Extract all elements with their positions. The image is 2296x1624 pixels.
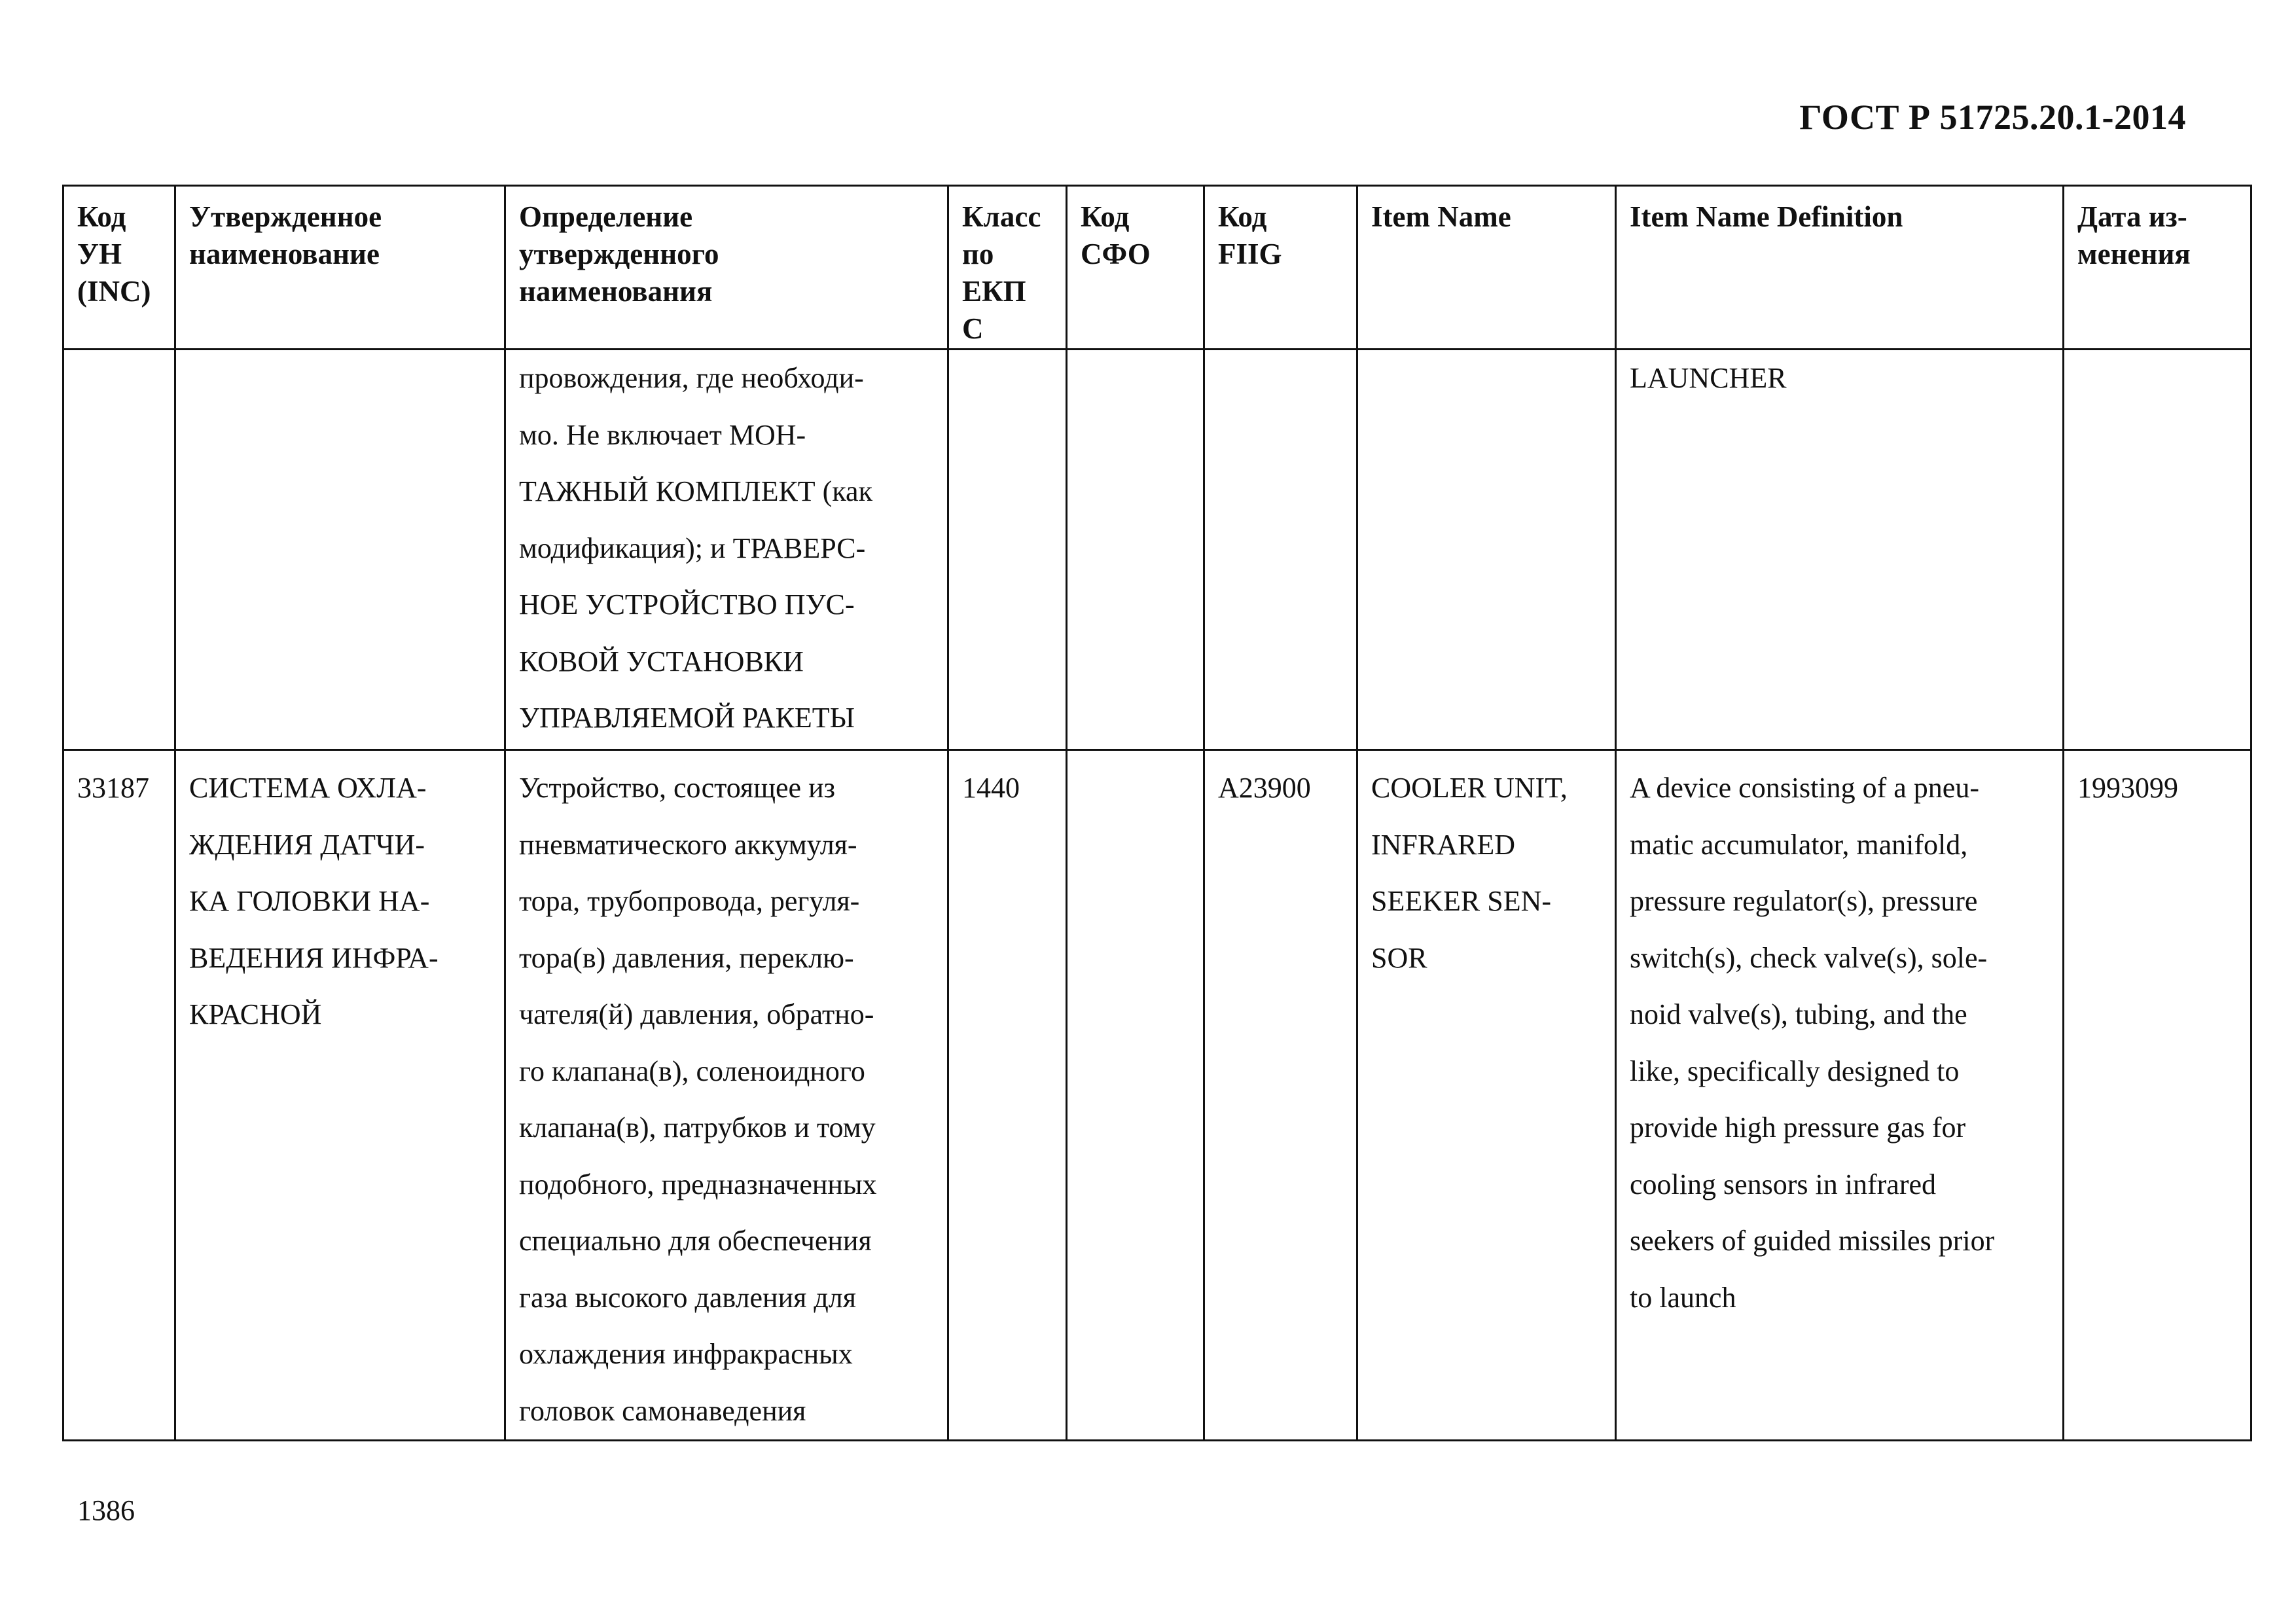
table-row [63,750,2251,1441]
column-header-item-name-definition: Item Name Definition [1616,186,2064,350]
cell-definition: провождения, где необходи- мо. Не включает МОН- ТАЖНЫЙ КОМПЛЕКТ (как модификация); и ТРАВЕРС- НОЕ УСТРОЙСТВО ПУС- КОВОЙ УСТАНОВКИ УПРАВЛЯЕМОЙ РАКЕТЫ [505,350,948,750]
cell-item-name [1357,350,1616,750]
column-header-item-name: Item Name [1357,186,1616,350]
cell-item-name: COOLER UNIT, INFRARED SEEKER SEN- SOR [1357,750,1616,1441]
column-header-fiig: Код FIIG [1204,186,1357,350]
cell-change-date [2064,350,2251,750]
page-number: 1386 [77,1494,135,1526]
cell-fiig: A23900 [1204,750,1357,1441]
column-header-inc: Код УН (INC) [63,186,175,350]
column-header-sfo: Код СФО [1067,186,1204,350]
item-name-registry-table [62,185,2252,1441]
cell-inc [63,350,175,750]
cell-item-name-definition: A device consisting of a pneu- matic accumulator, manifold, pressure regulator(s), pressure switch(s), check valve(s), sole- noid valve(s), tubing, and the like, specifically designed to provide high pressure gas for cooling sensors in infrared seekers of guided missiles prior to launch [1616,750,2064,1441]
column-header-class: Класс по ЕКП С [948,186,1067,350]
column-header-approved-name: Утвержденное наименование [175,186,505,350]
cell-definition: Устройство, состоящее из пневматического аккумуля- тора, трубопровода, регуля- тора(в) давления, переклю- чателя(й) давления, обратно- го клапана(в), соленоидного клапана(в), патрубков и тому подобного, предназначенных специально для обеспечения газа высокого давления для охлаждения инфракрасных головок самонаведения [505,750,948,1441]
cell-item-name-definition: LAUNCHER [1616,350,2064,750]
standard-designation: ГОСТ Р 51725.20.1-2014 [1799,98,2186,137]
cell-approved-name: СИСТЕМА ОХЛА- ЖДЕНИЯ ДАТЧИ- КА ГОЛОВКИ НА- ВЕДЕНИЯ ИНФРА- КРАСНОЙ [175,750,505,1441]
cell-class [948,350,1067,750]
table-header-row [63,186,2251,350]
cell-sfo [1067,750,1204,1441]
cell-fiig [1204,350,1357,750]
column-header-change-date: Дата из- менения [2064,186,2251,350]
cell-change-date: 1993099 [2064,750,2251,1441]
cell-class: 1440 [948,750,1067,1441]
cell-sfo [1067,350,1204,750]
table-row [63,350,2251,750]
cell-approved-name [175,350,505,750]
cell-inc: 33187 [63,750,175,1441]
column-header-definition: Определение утвержденного наименования [505,186,948,350]
